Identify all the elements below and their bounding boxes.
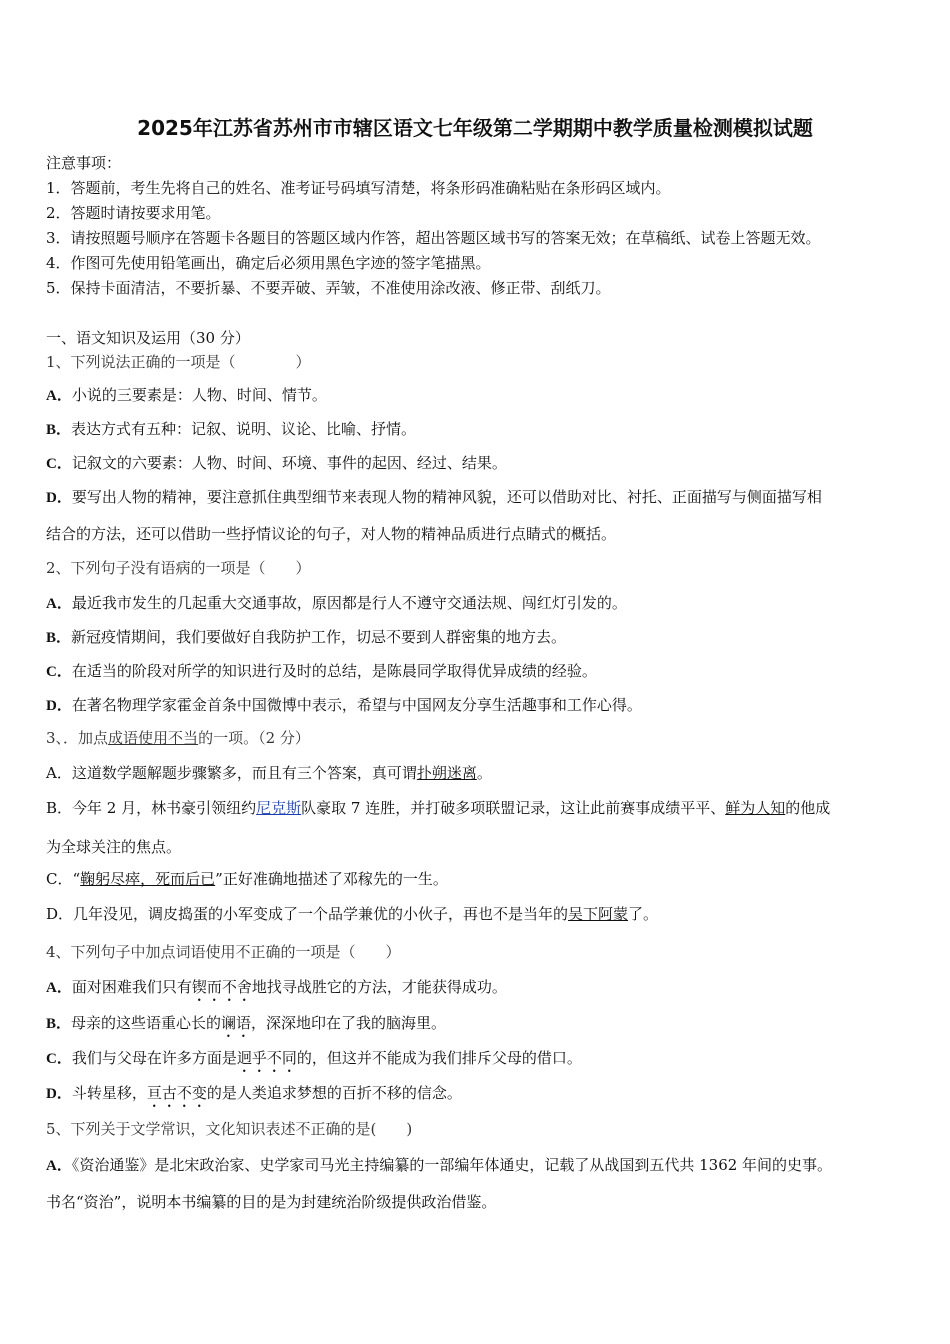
q1-option-a — [46, 386, 327, 405]
option-text: 我们与父母在许多方面是 — [71, 1049, 237, 1067]
option-label: C． — [46, 664, 72, 680]
option-text: 最近我市发生的几起重大交通事故，原因都是行人不遵守交通法规、闯红灯引发的。 — [71, 594, 627, 612]
dotted-word: 锲而不舍 — [191, 978, 252, 996]
option-label: C． — [46, 1051, 72, 1067]
option-text: 新冠疫情期间，我们要做好自我防护工作，切忌不要到人群密集的地方去。 — [71, 628, 567, 646]
q3-option-c — [46, 870, 448, 888]
q5-stem: 5、下列关于文学常识，文化知识表述不正确的是( ) — [46, 1120, 413, 1138]
q4-option-c — [46, 1049, 582, 1076]
option-text: 母亲的这些语重心长的 — [71, 1014, 222, 1032]
q3-option-d — [46, 905, 658, 923]
q1-option-d — [46, 488, 822, 507]
stem-text: 3、．加点 — [46, 729, 109, 747]
option-text: D．几年没见，调皮捣蛋的小军变成了一个品学兼优的小伙子，再也不是当年的 — [46, 905, 569, 923]
option-text: 《资治通鉴》是北宋政治家、史学家司马光主持编纂的一部编年体通史，记载了从战国到五代共 1362 年间的史事。 — [71, 1156, 833, 1174]
option-text: 在著名物理学家霍金首条中国微博中表示，希望与中国网友分享生活趣事和工作心得。 — [71, 696, 642, 714]
notice-item-1: 1．答题前，考生先将自己的姓名、准考证号码填写清楚，将条形码准确粘贴在条形码区域内。 — [46, 179, 671, 197]
q2-stem: 2、下列句子没有语病的一项是（ ） — [46, 559, 311, 577]
q1-option-b — [46, 420, 416, 439]
underlined-text: 成语使用不当 — [108, 729, 199, 747]
stem-text: 的一项。（2 分） — [198, 729, 310, 747]
option-text: C．“ — [46, 870, 81, 888]
option-text: 斗转星移， — [71, 1084, 147, 1102]
underlined-idiom: 吴下阿蒙 — [568, 905, 629, 923]
option-label: A． — [46, 1158, 72, 1174]
q5-option-a — [46, 1156, 832, 1175]
option-label: D． — [46, 490, 72, 506]
dotted-word: 迥乎不同 — [236, 1049, 297, 1067]
page-title: 2025年江苏省苏州市市辖区语文七年级第二学期期中教学质量检测模拟试题 — [137, 116, 813, 140]
option-label: A． — [46, 388, 72, 404]
dotted-word: 谰语 — [221, 1014, 252, 1032]
notice-item-3: 3．请按照题号顺序在答题卡各题目的答题区域内作答，超出答题区域书写的答案无效；在草稿纸、试卷上答题无效。 — [46, 229, 821, 247]
option-text: 小说的三要素是：人物、时间、情节。 — [71, 386, 327, 404]
option-text: ”正好准确地描述了邓稼先的一生。 — [215, 870, 448, 888]
underlined-idiom: 扑朔迷离 — [416, 764, 477, 782]
notice-heading: 注意事项： — [46, 154, 122, 172]
option-text: 的，但这并不能成为我们排斥父母的借口。 — [296, 1049, 582, 1067]
q4-option-a — [46, 978, 507, 1005]
option-label: D． — [46, 698, 72, 714]
option-label: A． — [46, 596, 72, 612]
q4-option-d — [46, 1084, 462, 1111]
q1-stem: 1、下列说法正确的一项是（ ） — [46, 353, 311, 371]
option-text: 要写出人物的精神，要注意抓住典型细节来表现人物的精神风貌，还可以借助对比、衬托、正面描写与侧面描写相 — [71, 488, 822, 506]
q2-option-a — [46, 594, 627, 613]
option-text: B．今年 2 月，林书豪引领纽约 — [46, 799, 257, 817]
option-text: 表达方式有五种：记叙、说明、议论、比喻、抒情。 — [71, 420, 417, 438]
underlined-idiom: 鞠躬尽瘁，死而后已 — [80, 870, 216, 888]
dotted-word: 亘古不变 — [146, 1084, 207, 1102]
option-text: 的他成 — [785, 799, 831, 817]
q3-option-b — [46, 799, 830, 817]
q4-stem: 4、下列句子中加点词语使用不正确的一项是（ ） — [46, 943, 401, 961]
q3-option-a — [46, 764, 492, 782]
underlined-idiom: 鲜为人知 — [725, 799, 786, 817]
option-text: 。 — [476, 764, 492, 782]
q1-option-c — [46, 454, 507, 473]
notice-item-2: 2．答题时请按要求用笔。 — [46, 204, 221, 222]
option-label: B． — [46, 422, 72, 438]
q2-option-c — [46, 662, 597, 681]
option-label: B． — [46, 1016, 72, 1032]
option-text: 面对困难我们只有 — [71, 978, 192, 996]
q4-option-b — [46, 1014, 446, 1041]
notice-item-5: 5．保持卡面清洁，不要折暴、不要弄破、弄皱，不准使用涂改液、修正带、刮纸刀。 — [46, 279, 611, 297]
option-text: 的是人类追求梦想的百折不移的信念。 — [206, 1084, 462, 1102]
option-label: C． — [46, 456, 72, 472]
option-text: 记叙文的六要素：人物、时间、环境、事件的起因、经过、结果。 — [71, 454, 507, 472]
option-text: 了。 — [628, 905, 659, 923]
q1-option-d-cont: 结合的方法，还可以借助一些抒情议论的句子，对人物的精神品质进行点睛式的概括。 — [46, 525, 617, 543]
q2-option-d — [46, 696, 642, 715]
q3-stem — [46, 729, 310, 747]
knicks-link[interactable]: 尼克斯 — [256, 799, 302, 817]
option-label: D． — [46, 1086, 72, 1102]
option-text: 地找寻战胜它的方法，才能获得成功。 — [251, 978, 507, 996]
option-label: A． — [46, 980, 72, 996]
option-text: ，深深地印在了我的脑海里。 — [251, 1014, 447, 1032]
option-text: 在适当的阶段对所学的知识进行及时的总结，是陈晨同学取得优异成绩的经验。 — [71, 662, 597, 680]
option-text: 队豪取 7 连胜，并打破多项联盟记录，这让此前赛事成绩平平、 — [301, 799, 726, 817]
q3-option-b-cont: 为全球关注的焦点。 — [46, 838, 182, 856]
q5-option-a-cont: 书名“资治”，说明本书编纂的目的是为封建统治阶级提供政治借鉴。 — [46, 1193, 497, 1211]
notice-item-4: 4．作图可先使用铅笔画出，确定后必须用黑色字迹的签字笔描黑。 — [46, 254, 491, 272]
option-text: A．这道数学题解题步骤繁多，而且有三个答案，真可谓 — [46, 764, 417, 782]
section-heading: 一、语文知识及运用（30 分） — [46, 329, 250, 347]
option-label: B． — [46, 630, 72, 646]
q2-option-b — [46, 628, 566, 647]
